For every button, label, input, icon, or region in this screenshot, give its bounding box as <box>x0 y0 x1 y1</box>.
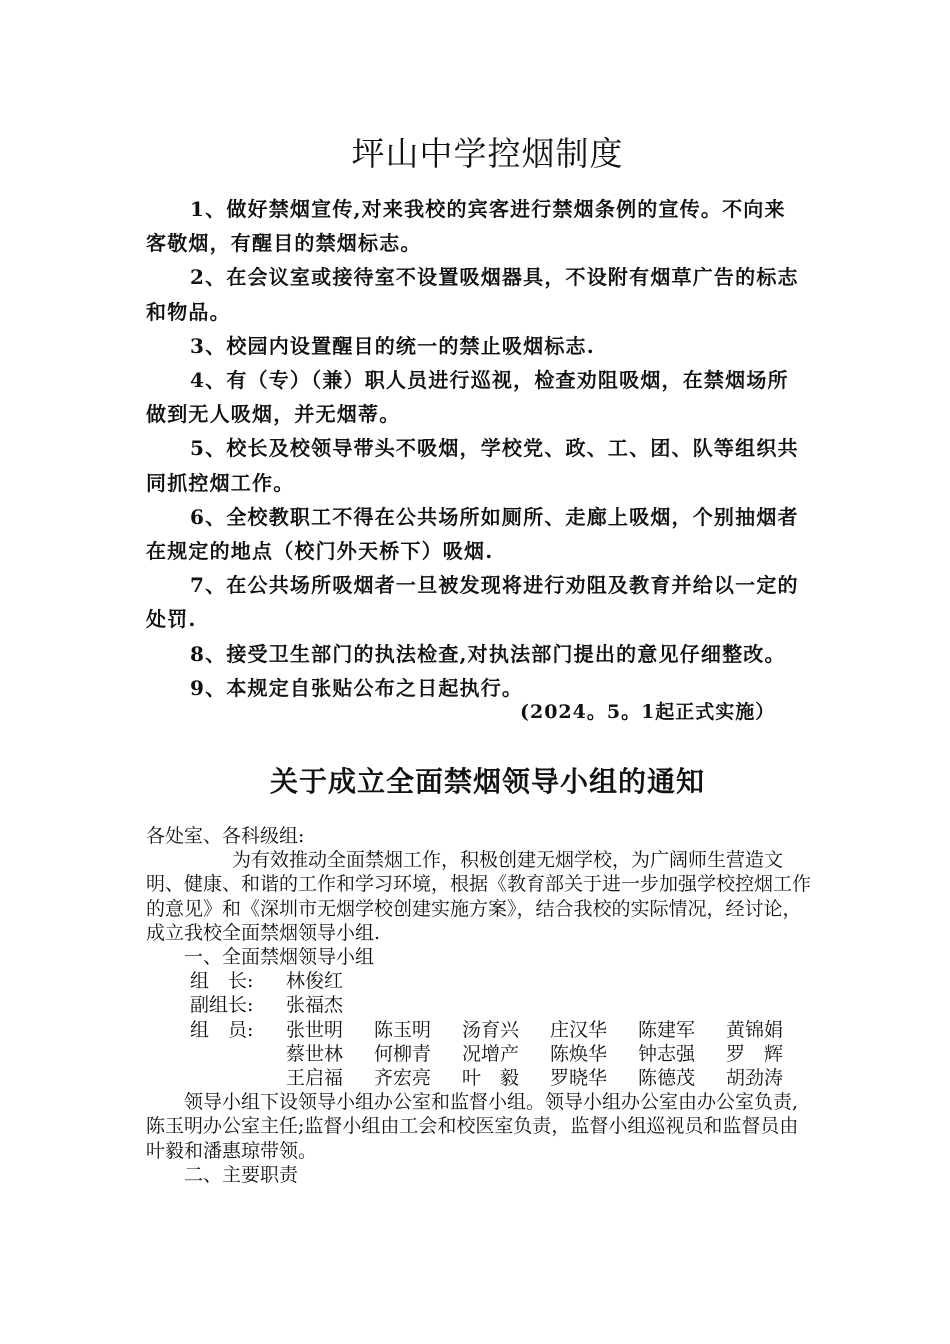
leader-label: 组 长: <box>190 970 254 993</box>
leader-row <box>146 969 816 993</box>
section-heading: 一、全面禁烟领导小组 <box>184 946 375 969</box>
member-name: 庄汉华 <box>550 1018 608 1041</box>
notice-salutation: 各处室、各科级组: <box>146 825 305 847</box>
member-name: 罗 辉 <box>726 1042 784 1065</box>
rule-item: 8、接受卫生部门的执法检查,对执法部门提出的意见仔细整改。 <box>190 641 786 666</box>
member-name: 陈建军 <box>638 1018 696 1041</box>
members-label: 组 员: <box>190 1018 254 1041</box>
rule-item: 3、校园内设置醒目的统一的禁止吸烟标志. <box>190 333 595 358</box>
member-name: 叶 毅 <box>462 1067 520 1090</box>
rule-item: 2、在会议室或接待室不设置吸烟器具，不设附有烟草广告的标志和物品。 <box>146 265 799 324</box>
rule-item: 7、在公共场所吸烟者一旦被发现将进行劝阻及教育并给以一定的处罚. <box>146 573 799 632</box>
member-name: 张世明 <box>286 1018 344 1041</box>
rule-item: 9、本规定自张贴公布之日起执行。 <box>190 675 524 700</box>
members-grid <box>286 1018 814 1091</box>
member-name: 钟志强 <box>638 1042 696 1065</box>
rules-list <box>146 192 806 705</box>
rule-item: 5、校长及校领导带头不吸烟，学校党、政、工、团、队等组织共同抓控烟工作。 <box>146 436 799 495</box>
office-paragraph: 领导小组下设领导小组办公室和监督小组。领导小组办公室由办公室负责,陈玉明办公室主任;监督小组由工会和校医室负责，监督小组巡视员和监督员由叶毅和潘惠琼带领。 <box>146 1091 799 1162</box>
member-name: 况增产 <box>462 1042 520 1065</box>
rule-item: 4、有（专）（兼）职人员进行巡视，检查劝阻吸烟，在禁烟场所做到无人吸烟，并无烟蒂。 <box>146 368 789 427</box>
rule-item: 6、全校教职工不得在公共场所如厕所、走廊上吸烟，个别抽烟者在规定的地点（校门外天桥下）吸烟. <box>146 504 799 564</box>
notice-intro: 为有效推动全面禁烟工作，积极创建无烟学校，为广阔师生营造文明、健康、和谐的工作和学习环境，根据《教育部关于进一步加强学校控烟工作的意见》和《深圳市无烟学校创建实施方案》，结合我校的实际情况，经讨论，成立我校全面禁烟领导小组. <box>146 849 812 944</box>
member-name: 汤育兴 <box>462 1018 520 1041</box>
deputy-label: 副组长: <box>190 994 254 1017</box>
member-name: 罗晓华 <box>550 1067 608 1090</box>
deputy-name: 张福杰 <box>286 994 344 1017</box>
rule-item: 1、做好禁烟宣传,对来我校的宾客进行禁烟条例的宣传。不向来客敬烟，有醒目的禁烟标志。 <box>146 197 786 256</box>
member-name: 王启福 <box>286 1067 344 1090</box>
effective-date: (2024。5。1起正式实施） <box>520 701 776 723</box>
member-name: 齐宏亮 <box>374 1067 432 1090</box>
deputy-row <box>146 993 816 1017</box>
member-name: 胡劲涛 <box>726 1067 784 1090</box>
member-name: 何柳青 <box>374 1042 432 1065</box>
member-name: 陈焕华 <box>550 1042 608 1065</box>
page-title: 坪山中学控烟制度 <box>351 134 624 173</box>
member-name: 陈德茂 <box>638 1067 696 1090</box>
leader-name: 林俊红 <box>286 970 344 993</box>
members-row <box>146 1018 816 1091</box>
notice-title: 关于成立全面禁烟领导小组的通知 <box>269 765 705 798</box>
member-name: 黄锦娟 <box>726 1018 784 1041</box>
member-name: 陈玉明 <box>374 1018 432 1041</box>
member-name: 蔡世林 <box>286 1042 344 1065</box>
notice-body <box>146 824 816 1187</box>
section-heading: 二、主要职责 <box>184 1163 299 1186</box>
